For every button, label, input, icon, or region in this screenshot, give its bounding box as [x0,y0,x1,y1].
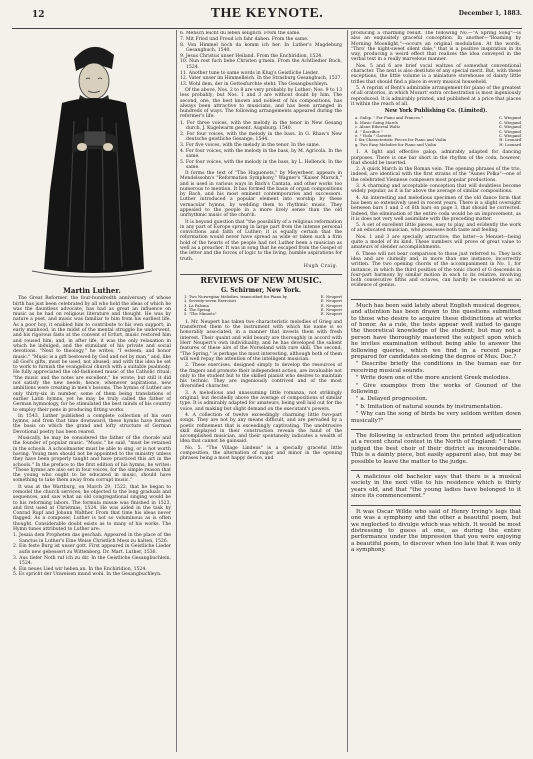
music-listing [355,116,521,147]
section-divider [351,470,521,471]
section-divider [351,505,521,506]
newspaper-title: THE KEYNOTE. [210,6,324,21]
hymn-list-item: 8. Von Himmel hoch da komm ich her. In Luther's Magdeburg Gesangbuch, 1540. [180,42,342,53]
note-paragraph: It was Oscar Wilde who said of Henry Irving's legs that one was a symphony and the other a beautiful poem, but we neglected to divulge which was which. It would be most distressing to guess at one, as during the entire performance under the impression that you were enjoying a beautiful poem, to discover when too late that it was only a symphony. [351,508,521,554]
section-divider [351,429,521,430]
column-rule-2 [347,30,348,752]
listing-row: d. " Sacrifice " C. Wiegand [355,128,521,134]
section-heading: REVIEWS OF NEW MUSIC. [200,275,322,286]
listing-row: f. Six Characteristic Pieces for Piano and Violin H. Leonard [355,137,521,143]
arrangement-item: 5. For four voices, with the melody in the bass, by L. Hellenck. In the same. [180,159,342,171]
note-paragraph: " Give examples from the works of Gounod of the following: [351,382,521,395]
review-paragraph: 4. A collection of twelve exceedingly charming little two-part songs. They are not by any means difficult, and are pervaded by a poetic refinement that is exceedingly captivating. The unobtrusive skill displayed in their construction reveals the hand of the accomplished musician, and their spontaneity indicates a wealth of idea that cannot be gainsaid. [180,412,342,445]
hymn-list-item: 6. Mensch leicht du leben seliglich. From the same. [180,31,301,36]
review-paragraph: 2. A quick March in the Roman vein. The opening phrases of the trio, indeed, are identical with the first strains of the "Aunes Polka"—one of the celebrated Viennese composers most popular productions. [351,167,521,183]
review-paragraph: No. 5. "The Village Lindens" is a specially graceful little composition, the alternation of major and minor in the opening phrases being a most happy device, and [180,445,342,462]
review-paragraph: 5. A set of excellent little pieces, easy to play, and evidently the work of an educated musician, who possesses both taste and feeling. [351,223,521,234]
listing-row: e. " Viola " Gavotte C. Wiegand [355,133,521,139]
listing-row: c. Alone Ethereal Waltz C. Wiegand [355,124,521,130]
hymn-list-item: 10. Nun rest fuch liebe Christen g'mein. From the Achtliedier Buch, 1524. [180,59,342,70]
hymn-list-item: 5. Es spricht der Unweisen mund wohl. In the Gesangbuchleyn. [13,572,162,578]
review-paragraph: 1. A light and effective galop, admirably adapted for dancing purposes. There is one bar short in the rhythm of the coda, however, that should be inserted. [351,150,521,166]
publisher-heading: G. Schirmer, New York. [220,286,302,294]
hymn-list-item: 12. Vater unser im Himmelleich. In the Strasburg Gesangbuch, 1537. [180,76,342,82]
article-paragraph: It forms the text of "The Huguenots," by Meyerbeer, appears in Mendelssohn's "Reformation Symphony," Wagner's "Kaiser Marsch," and is used in various ways in Bach's Cantata, and other works too numerous to mention. It has formed the basis of organ compositions by Bach, and his most eminent contemporaries and successors. Luther introduced a popular element into worship by these vernacular hymns, by wedding them to rhythmic music. They appealed to the people in a more lively sense than the old unrhythmic music of the church. [180,170,342,219]
arrangement-item: 1. For three voices, with the melody in the tenor in New Gesang durch, J. Kugelwarm gesent. Augsburg. 1540. [180,120,342,132]
portrait-caption: Martin Luther. [63,286,121,295]
arrangement-item: 4. For four voices, with the melody in the bass, by M. Agricola. In the same. [180,148,342,160]
note-paragraph: " b. Imitation of natural sounds by instrumentation. [356,403,503,410]
header-rule [12,28,522,29]
hymn-list-item: 1. Jesaia dem Propheten das geschah. Appeared in the place of the Sanctus in Luther's Eine Weise Christlich Mess zu halten, 1526. [13,533,171,544]
article-paragraph: Musically, he may be considered the father of the chorale and the founder of popular music. "Music," he said, "must be retained in the schools. A schoolmaster must be able to sing, or is not worth having. Young men should not be appointed to the ministry unless they have been properly taught and have practiced this art in the schools." In the preface to the first edition of his hymns, he writes: "These hymns are also set in four voices, for the simple reason that the young who ought to be educated in music, should have something to take them away from corrupt music." [13,436,171,484]
hymn-list-item: 2. Ein feste Burg ist unser gott. First appeared in Geistliche Lieder aufis new gebessert zu Wittenberg. Dr. Mart. Luther, 1536. [13,544,171,555]
hymn-list-item: 11. Another tune to same words in Klug's Geistliche Lieder. [180,70,319,76]
note-paragraph: " Write down one of the more ancient Greek melodies. [356,375,511,382]
page-number: 12 [32,10,45,20]
martin-luther-portrait [22,31,162,285]
issue-date: December 1, 1883. [458,10,522,17]
note-paragraph: " a. Delayed progression. [356,396,428,403]
note-paragraph: " Why can the song of birds be very seldom written down musically?" [351,411,521,424]
author-signature: Hugh Craig. [303,263,338,269]
column-1 [13,31,171,753]
arrangement-item: 2. For four voices, with the melody in the bass. In G. Rhaw's New deutsche geistliche Gesange, 1544. [180,131,342,143]
article-paragraph: In 1543, Luther published a complete collection of his own hymns, and from that time downward, these hymns have formed the basis on which the grand and lofty structure of German Devotional poetry has been reared. [13,413,171,435]
review-paragraph: 1. Mr. Neupert has taken two characteristic melodies of Grieg and transferred them to the instrument with which his name is so honorably associated, in a manner that invests them with fresh interest. Their quaint and wild beauty are thoroughly in accord with Herr Neupert's own individuality, and he has developed the salient features of these airs of the Norseland with rare skill. The second, "The Spring," is perhaps the most interesting, although both of them will well repay the attention of the intelligent musician. [180,319,342,362]
article-paragraph: It was at the Wartburg, on March 29, 1522, that he began to remodel the church services; he objected to the long graduals and sequences, and saw what an old congregational singing would be to his reforming labors. The formula missæ was finished in 1523, and first used at Christmas, 1524. He was aided in the task by Conrad Rupf and Johann Walther. From that time his ideas never flagged. As a composer, Luther is not so voluminous as is often thought. Considerable doubt exists as to many of his works. The Hymn tunes attributed to Luther are: [13,484,171,533]
listing-row: g. Two Easy Melodies for Piano and Violin H. Leonard [355,141,521,147]
article-paragraph: The Great Reformer, the four-hundredth anniversary of whose birth has just been celebrated by all who hold the ideas of which he was the dauntless advocate, has had as great an influence on music as he had on religious literature and thought. He was by nature a poet, and music was familiar to him from his earliest life. As a poor boy, it enabled him to contribute to his own support; in early manhood, in the midst of the mental struggle he underwent, and his rigorous fasts at the convent of Erfurt, music restored him and roused him; and, in after life, it was the only relaxation in which he indulged, and the stimulant of his private and social devotions. "Next to theology," he writes, "I esteem, and honor music." "Music is a gift bestowed by God and not by man," and, like all God's gifts, must be used, not abused; and with this idea he set to work to furnish the evangelical church with a suitable psalmody. He fully appreciated the old-fashioned music of the Catholic ritual; "the music and the notes are excellent," he wrote; but still it did not satisfy the new needs; hence, whenever aspirations, new ambitions were creating in men's bosoms. The hymns of Luther are only thirty-six in number, some of them being translations of earlier Latin hymns, yet he may be truly called the father of German hymnology, for he stimulated the best minds of his country to employ their pens in producing fitting works. [13,296,171,413]
music-listing [184,295,342,317]
listing-row: 2. Seventy-seven Exercises E. Neupert [184,298,342,304]
publisher-heading: New York Publishing Co. (Limited). [384,108,488,115]
hymn-list-item: 7. Mit Fried und Freud ich fahr dahen. From the same. [180,36,309,42]
review-paragraph: producing a charming result. The following No.—"A Spring Song"—is also an exquisitely graceful conception. In another—"Roaming by Morning Moonlight,"—occurs an original modulation. At the words, "Thro' the night-sweet silent dale," that is a positive inspiration in its way, producing a weird effect that realizes the idea conveyed in the verbal text in a really marvelous manner. [351,31,521,63]
hymn-list-item: 9. Jesus Christus unser Heiland. From the Enchiridion, 1524. [180,53,323,59]
note-paragraph: " Describe briefly the conditions in the human ear for receiving musical sounds. [351,361,521,374]
note-paragraph: A malicious old bachelor says that there is a musical society in the next ville to his residence which is thirty years old, and that "the young ladies have belonged to it since its commencement." [351,474,521,500]
review-paragraph: 3. A charming and acceptable conception that will doubtless become widely popular, as it is far above the average of similar compositions. [351,184,521,195]
review-paragraph: 6. These will not bear comparison to those just referred to. They lack idea and are clumsily and, in more than one instance, incorrectly written. The two opening chords of the accompaniment in No. 1, for instance, in which the third position of the tonic chord of G descends in four-part harmony by similar motion in each to its relative, involving both consecutive fifths and octaves, can hardly be considered as an evidence of genius. [351,251,521,289]
hymn-list-item: 13. Wohl dem, der in Gottesfurchte steht. The Gesangbuchleyn. [180,82,329,88]
listing-row: 1. Two Norwegian Melodies, transcribed for Piano by E. Neupert [184,293,342,299]
listing-row: 5. "The Minuets" E. Neupert [184,311,342,317]
listing-row: a. Galop. " For Piano and Frances." C. Wiegand [355,115,521,121]
arrangement-item: 3. For five voices, with the melody in the tenor. In the same. [180,142,321,148]
note-paragraph: The following is extracted from the printed adjudication at a recent choral contest in the North of England: " I have judged the best choir of their district as inconsiderable. This is a dainty piece, but easily apparent also, but may be possible to leave the matter to the judge. [351,433,521,465]
section-divider [351,299,521,300]
column-2 [180,31,342,753]
hymn-list-item: 3. Aus tiefer Noth ruf ich zu dir. In the Geistliche Gesangbuchlein, 1524. [13,555,171,566]
review-paragraph: Nos. 5 and 6 are brief vocal waltzes of somewhat conventional character. The next is also destitute of any special merit. But, with these exceptions, the little volume is a miniature storehouse of dainty little trifles that should find a place in every musical household. [351,63,521,85]
review-paragraph: 3. A melodious and unassuming little romanza, not strikingly original, but decidedly above the average of compositions of similar type. It is admirably adapted for amateurs, being well laid out for the voice, and making but slight demand on the executant's powers. [180,390,342,412]
article-paragraph: Of the above, Nos. 2 to 8 are very probably by Luther; Nos. 9 to 13 less probably; but Nos. 1 and 3 are without doubt by him. The second, one, the best known and noblest of his compositions, has always been attractive to musicians, and has been arranged in hundreds of ways. The following arrangements appeared during the reformer's life: [180,87,342,120]
page-header [12,2,522,28]
review-paragraph: 2. These exercises, designed simply to develop the resources of the fingers and promote their independent action, are invaluable not only to the student but to the skilled pianist who desires to maintain his technic. They are ingeniously contrived and of the most diversified character. [180,363,342,390]
note-paragraph: Much has been said lately about English musical degrees, and attention has been drawn to the questions submitted to those who desire to acquire these distinctions at works of honor. As a rule, the tests appear well suited to gauge the theoretical knowledge of the student; but may not a person have thoroughly mastered the subject upon which he invites examination without being able to answer the following queries, which we find in a recent paper prepared for candidates seeking the degree of Mus. Doc.? [351,302,521,360]
portrait-figure [13,31,171,287]
listing-row: 4. The Spring E. Neupert [184,307,342,313]
listing-row: b. Music Going March C. Wiegand [355,119,521,125]
review-paragraph: 5. A reprint of Bent's admirable arrangement for piano of the greatest of all oratorios, in which Mozart' extra orchestration is most ingeniously reproduced. It is admirably printed, and published at a price that places it within the reach of all. [351,85,521,107]
column-rule-1 [176,30,177,752]
column-3 [351,31,521,753]
review-paragraph: Nos. 1 and 3 are specially attractive; the latter—a Menuet—being quite a model of its kind. These numbers will prove of great value to amateurs of slender accomplishments. [351,234,521,251]
article-paragraph: It is beyond question that "the possibility of a religious reformation in any part of Europe sprung in large part from the intense personal convictions and faith of Luther; it is equally certain that the reformation would never have spread as wide or taken such a firm hold of the hearts of the people had not Luther been a musician as well as a preacher. It was in song that he escaped from the Gospel of the letter and the forces of logic to the living, humble aspirations for truth. [180,219,342,262]
review-paragraph: 4. An interesting and melodious specimen of the old dance form that has been so extensively used in recent years. There is a slight oversight between bars 1 and 2 of 6th bars on page 3, that should be corrected. Indeed, the elimination of the entire coda would be an improvement, as it is does not very well assimilate with the preceding matter. [351,195,521,222]
hymn-list-item: 4. Ein neues Lied wir heben an. In the Enchiridion, 1524. [13,566,147,572]
listing-row: 3. La Paloma E. Neupert [184,302,342,308]
